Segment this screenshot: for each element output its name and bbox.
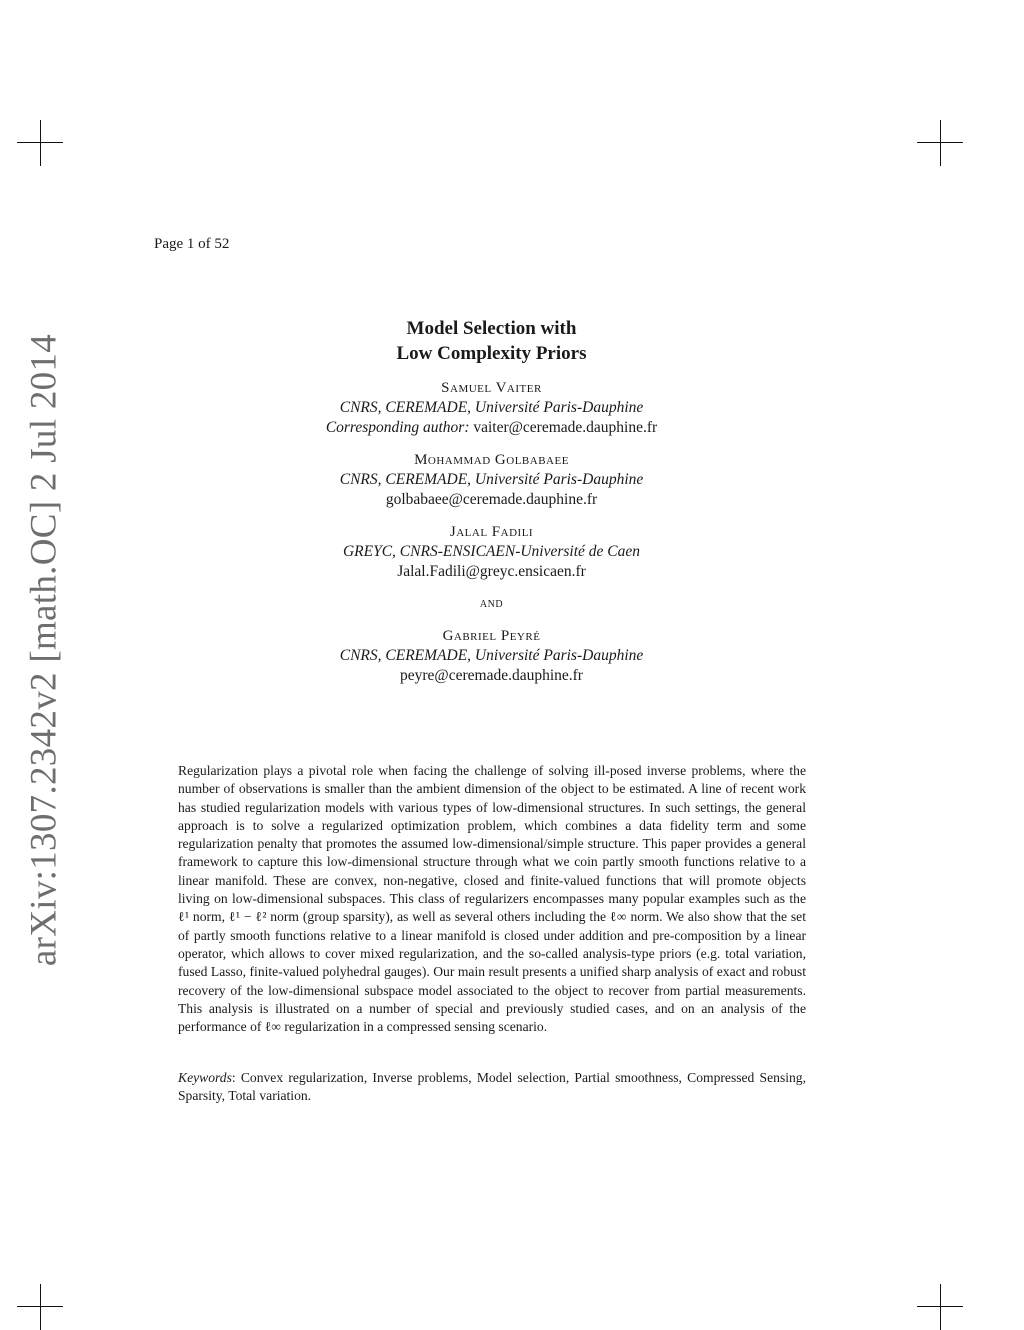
crop-mark-top-right-v	[940, 120, 941, 166]
corresponding-label: Corresponding author:	[325, 419, 470, 436]
paper-title	[0, 316, 983, 366]
keywords	[178, 1069, 806, 1106]
title-block	[0, 316, 983, 686]
author-name: Samuel Vaiter	[441, 380, 542, 396]
crop-mark-bottom-right-v	[940, 1284, 941, 1330]
author-email[interactable]: peyre@ceremade.dauphine.fr	[400, 667, 583, 684]
author-email[interactable]: vaiter@ceremade.dauphine.fr	[473, 419, 658, 436]
author-email[interactable]: golbabaee@ceremade.dauphine.fr	[385, 491, 598, 508]
crop-mark-top-left-v	[40, 120, 41, 166]
and-separator: and	[479, 596, 504, 611]
corresponding-line	[0, 418, 983, 438]
author-affiliation: CNRS, CEREMADE, Université Paris-Dauphine	[339, 399, 644, 416]
author-email[interactable]: Jalal.Fadili@greyc.ensicaen.fr	[397, 563, 586, 580]
keywords-list: : Convex regularization, Inverse problems, Model selection, Partial smoothness, Compressed Sensing, Sparsity, Total variation.	[178, 1070, 806, 1104]
abstract: Regularization plays a pivotal role when facing the challenge of solving ill-posed inverse problems, where the number of observations is smaller than the ambient dimension of the object to be estimated. A line of recent work has studied regularization models with various types of low-dimensional structures. In such settings, the general approach is to solve a regularized optimization problem, which combines a data fidelity term and some regularization penalty that promotes the assumed low-dimensional/simple structure. This paper provides a general framework to capture this low-dimensional structure through what we coin partly smooth functions relative to a linear manifold. These are convex, non-negative, closed and finite-valued functions that will promote objects living on low-dimensional subspaces. This class of regularizers encompasses many popular examples such as the ℓ¹ norm, ℓ¹ − ℓ² norm (group sparsity), as well as several others including the ℓ∞ norm. We also show that the set of partly smooth functions relative to a linear manifold is closed under addition and pre-composition by a linear operator, which allows to cover mixed regularization, and the so-called analysis-type priors (e.g. total variation, fused Lasso, finite-valued polyhedral gauges). Our main result presents a unified sharp analysis of exact and robust recovery of the low-dimensional subspace model associated to the object to recover from partial measurements. This analysis is illustrated on a number of special and previously studied cases, and on an analysis of the performance of ℓ∞ regularization in a compressed sensing scenario.	[178, 763, 806, 1035]
author-name: Jalal Fadili	[449, 524, 534, 540]
crop-mark-bottom-left-v	[40, 1284, 41, 1330]
author-affiliation: GREYC, CNRS-ENSICAEN-Université de Caen	[342, 543, 641, 560]
author-name: Gabriel Peyré	[442, 628, 541, 644]
author-affiliation: CNRS, CEREMADE, Université Paris-Dauphine	[339, 471, 644, 488]
keywords-label: Keywords	[178, 1070, 232, 1085]
arxiv-identifier: arXiv:1307.2342v2 [math.OC] 2 Jul 2014	[23, 333, 65, 967]
author-affiliation: CNRS, CEREMADE, Université Paris-Dauphine	[339, 647, 644, 664]
paper-title-line-1: Model Selection with	[406, 318, 577, 339]
author-name: Mohammad Golbabaee	[414, 452, 569, 468]
author-list	[0, 378, 983, 686]
paper-title-line-2: Low Complexity Priors	[396, 343, 587, 364]
page-number: Page 1 of 52	[154, 236, 230, 252]
